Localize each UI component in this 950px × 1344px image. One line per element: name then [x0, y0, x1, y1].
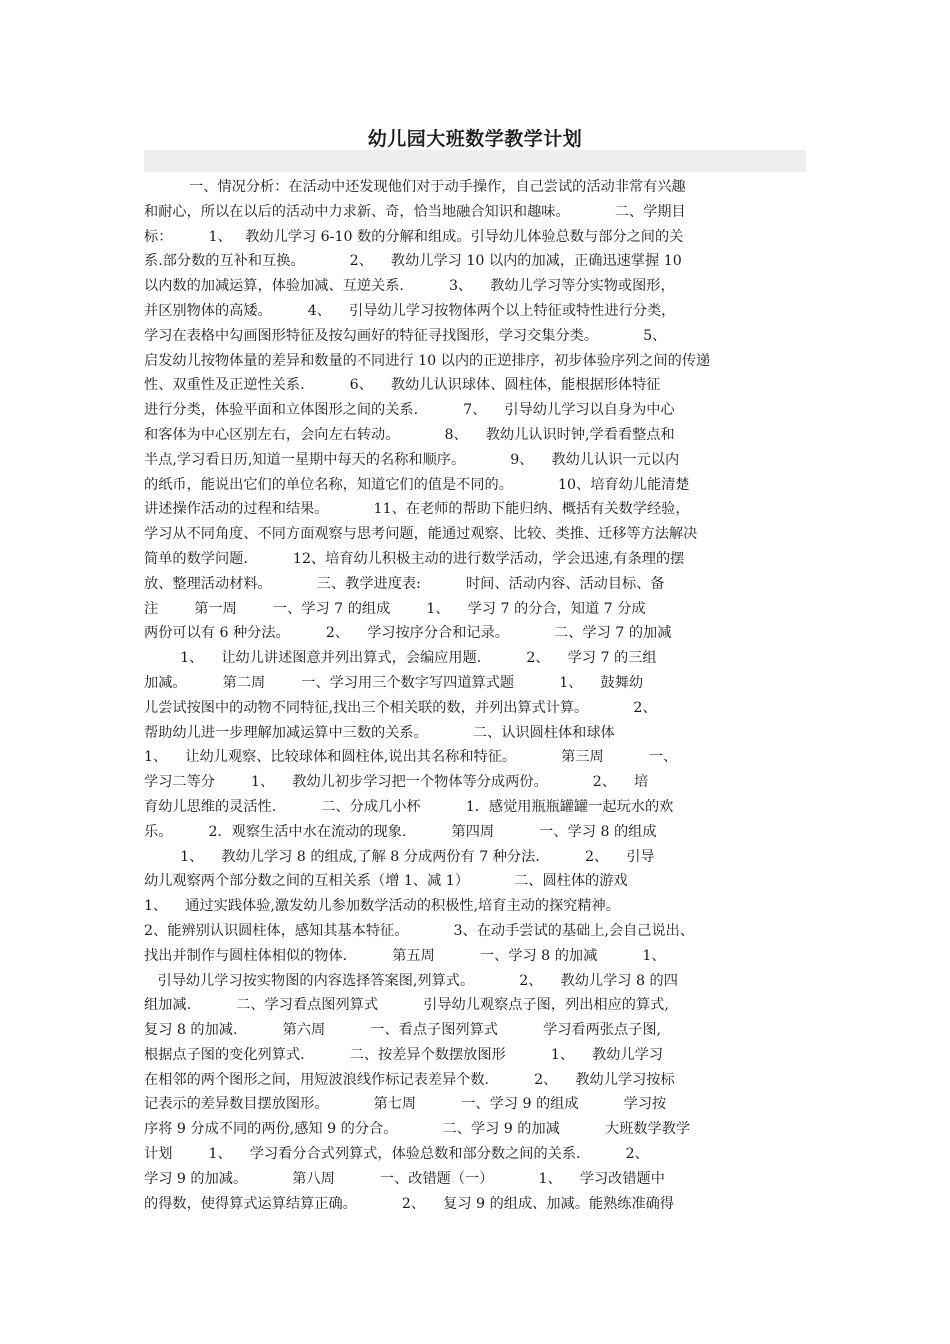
- body-text-line: 放、整理活动材料。 三、教学进度表: 时间、活动内容、活动目标、备: [144, 575, 665, 592]
- body-text-line: 学习在表格中勾画图形特征及按勾画好的特征寻找图形，学习交集分类。 5、: [144, 327, 667, 344]
- body-text-line: 启发幼儿按物体量的差异和数量的不同进行 10 以内的正逆排序，初步体验序列之间的传递: [144, 352, 711, 369]
- body-text-line: 一、情况分析：在活动中还发现他们对于动手操作，自己尝试的活动非常有兴趣: [144, 179, 686, 195]
- body-text-line: 学习从不同角度、不同方面观察与思考问题，能通过观察、比较、类推、迁移等方法解决: [144, 526, 698, 543]
- body-text-line: 学习二等分 1、 教幼儿初步学习把一个物体等分成两份。 2、 培: [144, 774, 649, 791]
- body-text-line: 乐。 2．观察生活中水在流动的现象. 第四周 一、学习 8 的组成: [144, 823, 657, 840]
- body-text-line: 组加减. 二、学习看点图列算式 引导幼儿观察点子图，列出相应的算式,: [144, 997, 669, 1014]
- body-text-line: 儿尝试按图中的动物不同特征,找出三个相关联的数，并列出算式计算。 2、: [144, 699, 657, 716]
- document-title: 幼儿园大班数学教学计划: [367, 128, 583, 150]
- body-text-line: 引导幼儿学习按实物图的内容选择答案图,列算式。 2、 教幼儿学习 8 的四: [144, 972, 678, 989]
- body-text-line: 半点,学习看日历,知道一星期中每天的名称和顺序。 9、 教幼儿认识一元以内: [144, 451, 680, 468]
- body-text-line: 学习 9 的加减。 第八周 一、改错题（一） 1、 学习改错题中: [144, 1170, 665, 1187]
- body-text-line: 和耐心，所以在以后的活动中力求新、奇，恰当地融合知识和趣味。 二、学期目: [144, 203, 686, 220]
- body-text-line: 简单的数学问题. 12、培育幼儿积极主动的进行数学活动，学会迅速,有条理的摆: [144, 550, 685, 567]
- body-text-line: 和客体为中心区别左右，会向左右转动。 8、 教幼儿认识时钟,学看看整点和: [144, 426, 675, 443]
- body-text-line: 性、双重性及正逆性关系. 6、 教幼儿认识球体、圆柱体，能根据形体特征: [144, 377, 661, 394]
- body-text-line: 1、 让幼儿讲述图意并列出算式，会编应用题. 2、 学习 7 的三组: [144, 650, 657, 667]
- body-text-line: 注 第一周 一、学习 7 的组成 1、 学习 7 的分合，知道 7 分成: [144, 600, 646, 617]
- body-text-line: 加减。 第二周 一、学习用三个数字写四道算式题 1、 鼓舞幼: [144, 674, 644, 691]
- body-text-line: 找出并制作与圆柱体相似的物体. 第五周 一、学习 8 的加减 1、: [144, 947, 666, 964]
- body-text-line: 进行分类，体验平面和立体图形之间的关系. 7、 引导幼儿学习以自身为中心: [144, 402, 675, 419]
- document-body: [144, 175, 824, 1216]
- body-text-line: 1、 教幼儿学习 8 的组成,了解 8 分成两份有 7 种分法. 2、 引导: [144, 848, 655, 865]
- body-text-line: 并区别物体的高矮。 4、 引导幼儿学习按物体两个以上特征或特性进行分类，: [144, 302, 676, 319]
- body-text-line: 讲述操作活动的过程和结果。 11、在老师的帮助下能归纳、概括有关数学经验，: [144, 501, 690, 518]
- body-text-line: 系.部分数的互补和互换。 2、 教幼儿学习 10 以内的加减，正确迅速掌握 10: [144, 253, 682, 270]
- body-text-line: 育幼儿思维的灵活性. 二、分成几小杯 1．感觉用瓶瓶罐罐一起玩水的欢: [144, 798, 674, 815]
- body-text-line: 帮助幼儿进一步理解加减运算中三数的关系。 二、认识圆柱体和球体: [144, 724, 615, 741]
- body-text-line: 标： 1、 教幼儿学习 6-10 数的分解和组成。引导幼儿体验总数与部分之间的关: [144, 228, 684, 245]
- body-text-line: 1、 通过实践体验,激发幼儿参加数学活动的积极性,培育主动的探究精神。: [144, 898, 620, 915]
- body-text-line: 复习 8 的加减. 第六周 一、看点子图列算式 学习看两张点子图,: [144, 1022, 662, 1039]
- body-text-line: 以内数的加减运算，体验加减、互逆关系. 3、 教幼儿学习等分实物或图形，: [144, 278, 675, 295]
- body-text-line: 2、能辨别认识圆柱体，感知其基本特征。 3、在动手尝试的基础上,会自己说出、: [144, 922, 695, 939]
- body-text-line: 记表示的差异数目摆放图形。 第七周 一、学习 9 的组成 学习按: [144, 1096, 667, 1113]
- body-text-line: 幼儿观察两个部分数之间的互相关系（增 1、减 1） 二、圆柱体的游戏: [144, 873, 628, 890]
- body-text-line: 根据点子图的变化列算式. 二、按差异个数摆放图形 1、 教幼儿学习: [144, 1046, 664, 1063]
- body-text-line: 1、 让幼儿观察、比较球体和圆柱体,说出其名称和特征。 第三周 一、: [144, 749, 678, 766]
- body-text-line: 在相邻的两个图形之间，用短波浪线作标记表差异个数. 2、 教幼儿学习按标: [144, 1071, 675, 1088]
- body-text-line: 计划 1、 学习看分合式列算式，体验总数和部分数之间的关系. 2、: [144, 1146, 649, 1163]
- body-text-line: 的纸币，能说出它们的单位名称，知道它们的值是不同的。 10、培育幼儿能清楚: [144, 476, 690, 493]
- body-text-line: 两份可以有 6 种分法。 2、 学习按序分合和记录。 二、学习 7 的加减: [144, 625, 672, 642]
- shaded-separator-bar: [144, 150, 806, 172]
- body-text-line: 序将 9 分成不同的两份,感知 9 的分合。 二、学习 9 的加减 大班数学教学: [144, 1121, 691, 1138]
- body-text-line: 的得数，使得算式运算结算正确。 2、 复习 9 的组成、加减。能熟练准确得: [144, 1195, 675, 1212]
